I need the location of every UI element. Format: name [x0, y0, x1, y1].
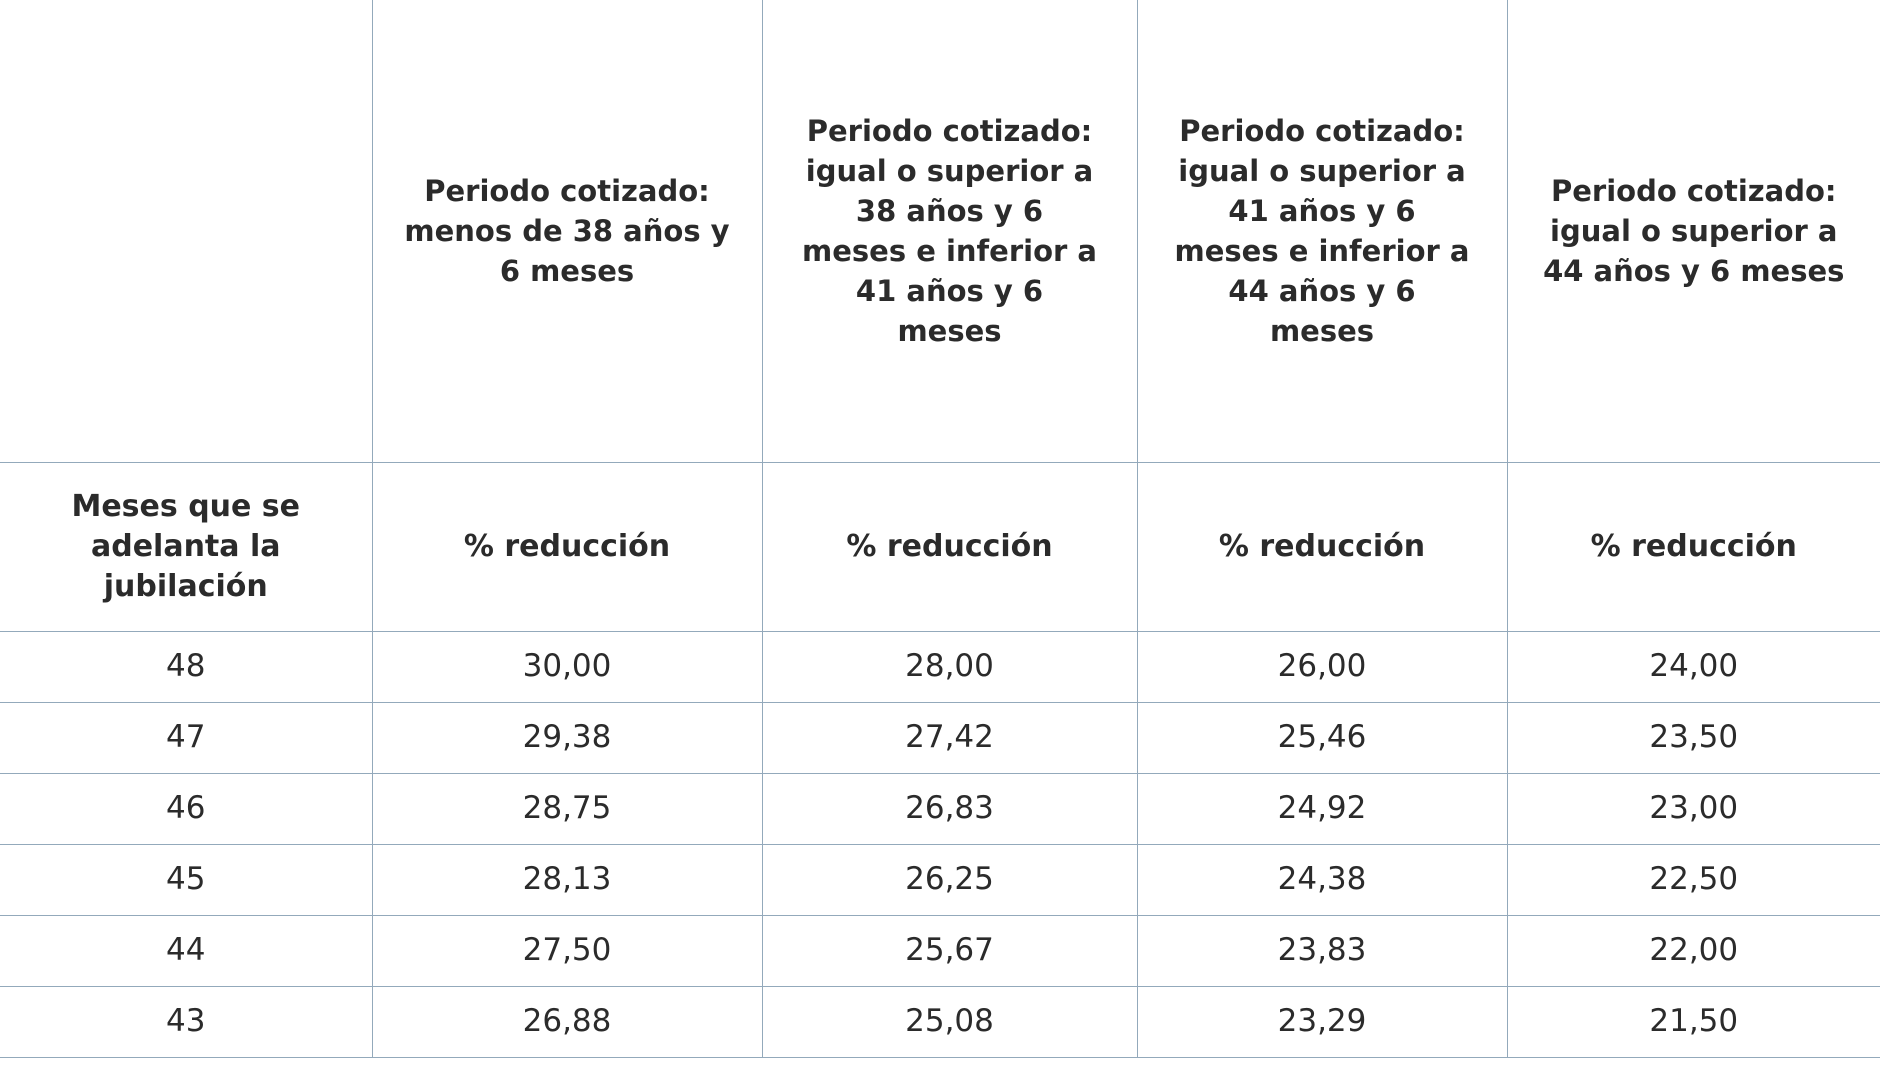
table-header-row-units [0, 463, 1880, 632]
cell-reduction-4: 22,50 [1507, 845, 1880, 916]
header-cell-period-3 [1137, 0, 1507, 463]
cell-months: 47 [0, 703, 372, 774]
cell-months: 48 [0, 632, 372, 703]
header-cell-period-2 [762, 0, 1137, 463]
header-cell-months-advance [0, 463, 372, 632]
table-row [0, 916, 1880, 987]
header-text-period-2: Periodo cotizado: igual o superior a 38 años y 6 meses e inferior a 41 años y 6 meses [802, 113, 1097, 349]
header-cell-reduction-3: % reducción [1137, 463, 1507, 632]
header-cell-blank [0, 0, 372, 463]
cell-reduction-2: 25,08 [762, 987, 1137, 1058]
table-row [0, 703, 1880, 774]
cell-reduction-1: 30,00 [372, 632, 762, 703]
header-cell-reduction-1: % reducción [372, 463, 762, 632]
cell-reduction-2: 26,25 [762, 845, 1137, 916]
cell-reduction-2: 27,42 [762, 703, 1137, 774]
cell-reduction-1: 29,38 [372, 703, 762, 774]
cell-reduction-3: 23,83 [1137, 916, 1507, 987]
cell-months: 44 [0, 916, 372, 987]
table-row [0, 774, 1880, 845]
cell-reduction-3: 23,29 [1137, 987, 1507, 1058]
cell-reduction-3: 24,38 [1137, 845, 1507, 916]
cell-reduction-4: 22,00 [1507, 916, 1880, 987]
header-text-months-advance: Meses que se adelanta la jubilación [71, 489, 301, 604]
table-header-row-periods [0, 0, 1880, 463]
cell-reduction-1: 26,88 [372, 987, 762, 1058]
cell-reduction-4: 23,50 [1507, 703, 1880, 774]
table-body [0, 632, 1880, 1058]
table-row [0, 987, 1880, 1058]
cell-reduction-2: 25,67 [762, 916, 1137, 987]
header-text-period-1: Periodo cotizado: menos de 38 años y 6 meses [404, 173, 730, 288]
cell-months: 43 [0, 987, 372, 1058]
cell-reduction-4: 23,00 [1507, 774, 1880, 845]
header-cell-reduction-2: % reducción [762, 463, 1137, 632]
cell-months: 45 [0, 845, 372, 916]
cell-months: 46 [0, 774, 372, 845]
header-cell-reduction-4: % reducción [1507, 463, 1880, 632]
cell-reduction-4: 21,50 [1507, 987, 1880, 1058]
header-text-period-3: Periodo cotizado: igual o superior a 41 años y 6 meses e inferior a 44 años y 6 meses [1174, 113, 1470, 349]
cell-reduction-3: 26,00 [1137, 632, 1507, 703]
cell-reduction-1: 28,75 [372, 774, 762, 845]
table-row [0, 632, 1880, 703]
table-row [0, 845, 1880, 916]
header-cell-period-4 [1507, 0, 1880, 463]
cell-reduction-3: 24,92 [1137, 774, 1507, 845]
cell-reduction-1: 28,13 [372, 845, 762, 916]
cell-reduction-2: 26,83 [762, 774, 1137, 845]
cell-reduction-1: 27,50 [372, 916, 762, 987]
cell-reduction-4: 24,00 [1507, 632, 1880, 703]
cell-reduction-3: 25,46 [1137, 703, 1507, 774]
cell-reduction-2: 28,00 [762, 632, 1137, 703]
header-cell-period-1 [372, 0, 762, 463]
header-text-period-4: Periodo cotizado: igual o superior a 44 años y 6 meses [1543, 173, 1845, 288]
